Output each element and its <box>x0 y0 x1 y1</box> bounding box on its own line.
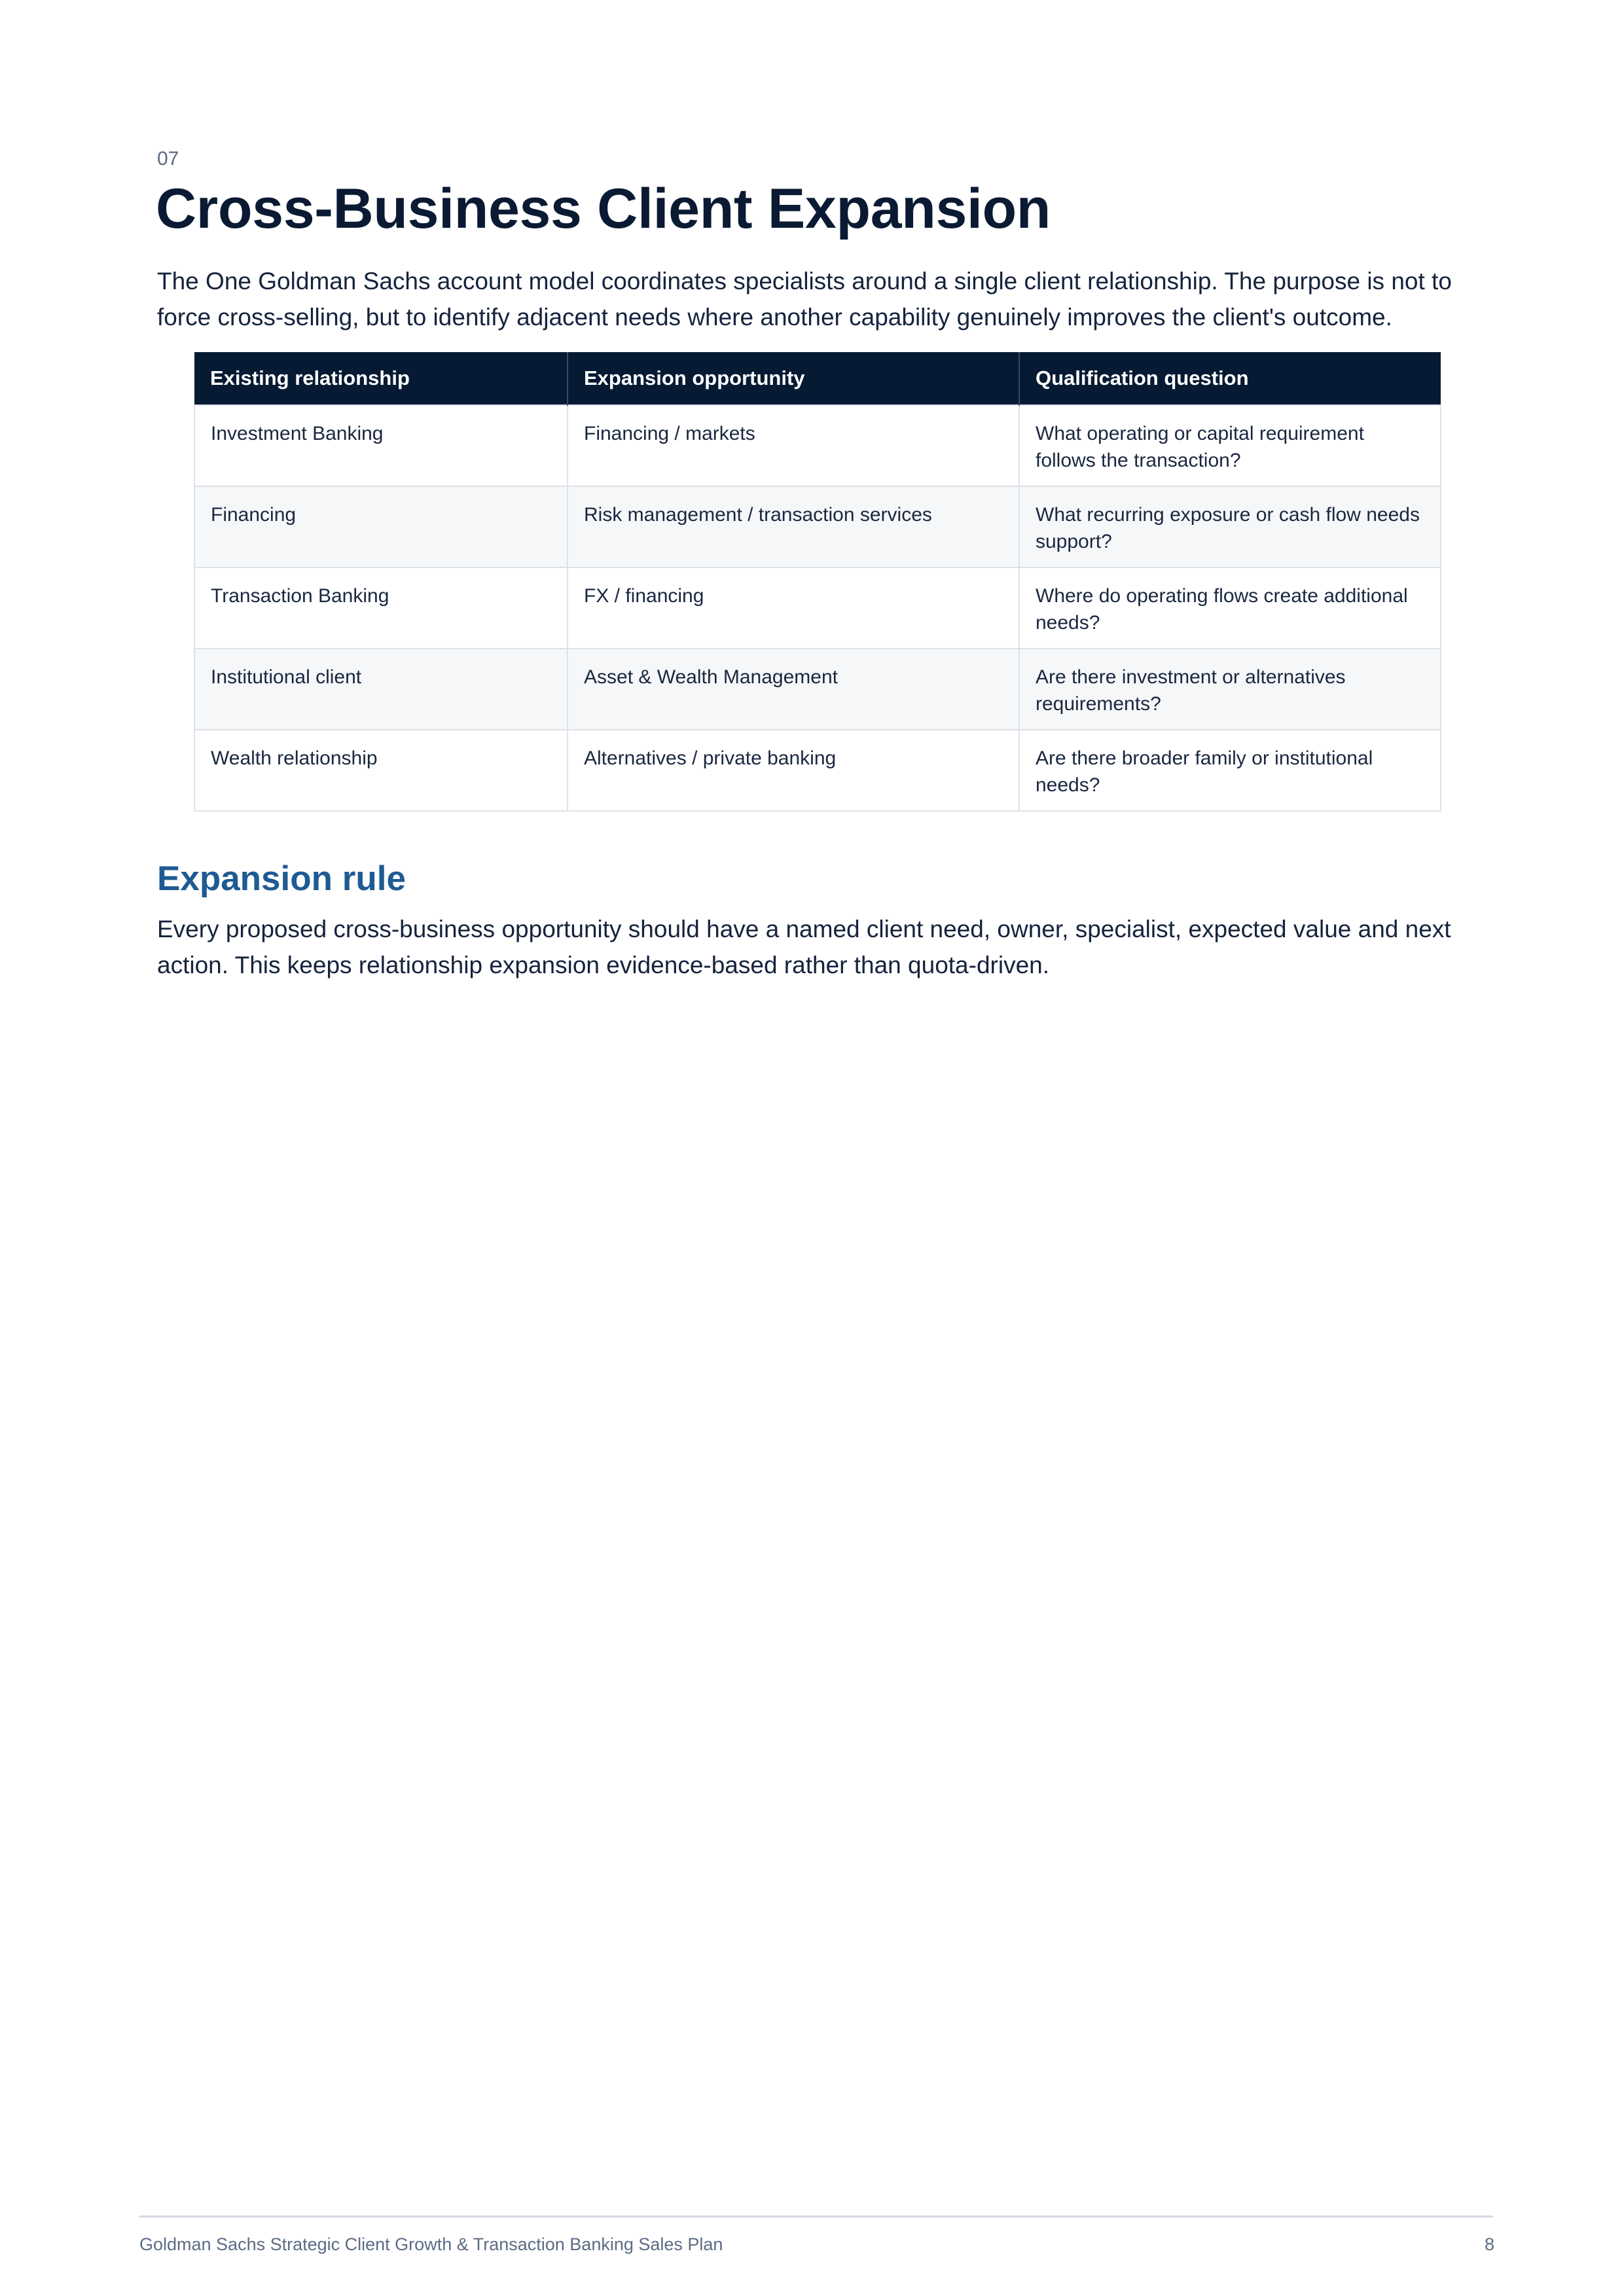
table-header-row <box>194 352 1441 405</box>
intro-paragraph: The One Goldman Sachs account model coordinates specialists around a single client relationship. The purpose is not to force cross-selling, but to identify adjacent needs where another capability genuinely improves the client's outcome. <box>157 268 1452 331</box>
table-cell: What recurring exposure or cash flow needs support? <box>1019 486 1441 567</box>
column-header-qualification-question: Qualification question <box>1019 352 1441 405</box>
table-cell: FX / financing <box>568 567 1019 649</box>
table-cell: Alternatives / private banking <box>568 730 1019 811</box>
expansion-rule-heading: Expansion rule <box>157 859 406 898</box>
expansion-table <box>194 352 1441 812</box>
table-row <box>194 730 1441 811</box>
expansion-rule-paragraph: Every proposed cross-business opportunity should have a named client need, owner, specialist, expected value and next action. This keeps relationship expansion evidence-based rather than quota-driven. <box>157 916 1451 978</box>
table-cell: Asset & Wealth Management <box>568 649 1019 730</box>
table-cell: Where do operating flows create additional needs? <box>1019 567 1441 649</box>
footer-divider <box>139 2215 1493 2217</box>
column-header-existing-relationship: Existing relationship <box>194 352 568 405</box>
table-cell: Investment Banking <box>194 405 568 486</box>
table-row <box>194 567 1441 649</box>
table-cell: Institutional client <box>194 649 568 730</box>
table-cell: Financing / markets <box>568 405 1019 486</box>
table-cell: What operating or capital requirement follows the transaction? <box>1019 405 1441 486</box>
table-row <box>194 405 1441 486</box>
page-title: Cross-Business Client Expansion <box>156 177 1051 240</box>
table-cell: Are there investment or alternatives requirements? <box>1019 649 1441 730</box>
table-row <box>194 486 1441 567</box>
table-cell: Risk management / transaction services <box>568 486 1019 567</box>
section-number: 07 <box>157 148 179 170</box>
column-header-expansion-opportunity: Expansion opportunity <box>568 352 1019 405</box>
table-row <box>194 649 1441 730</box>
table-cell: Financing <box>194 486 568 567</box>
table-cell: Wealth relationship <box>194 730 568 811</box>
table-cell: Are there broader family or institutional needs? <box>1019 730 1441 811</box>
page-number: 8 <box>1484 2234 1494 2254</box>
table-cell: Transaction Banking <box>194 567 568 649</box>
footer-document-title: Goldman Sachs Strategic Client Growth & Transaction Banking Sales Plan <box>139 2234 723 2254</box>
expansion-table-container <box>194 352 1440 812</box>
